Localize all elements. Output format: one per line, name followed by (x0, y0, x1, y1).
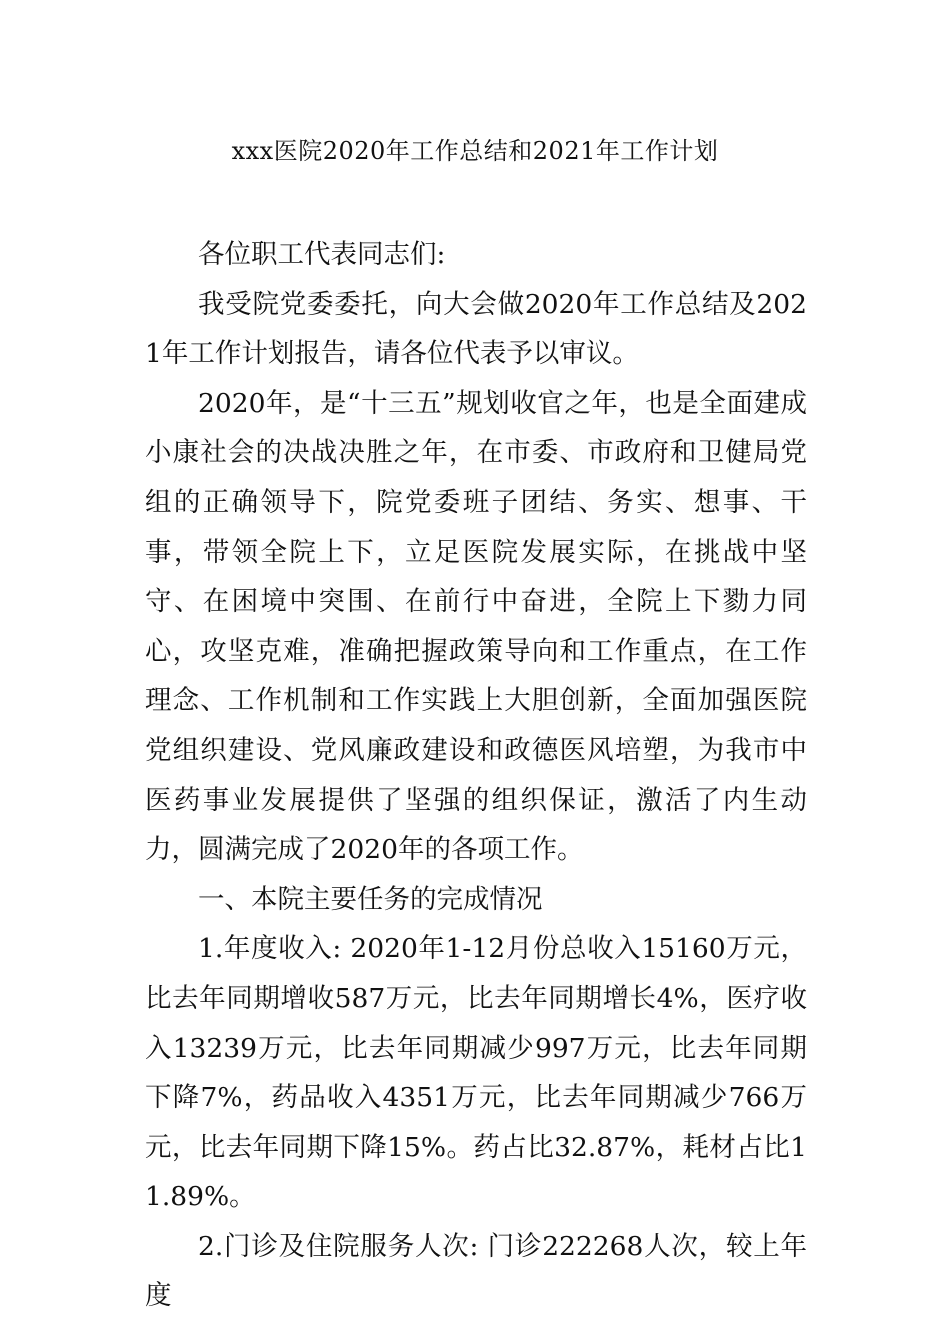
income-paragraph: 1.年度收入: 2020年1-12月份总收入15160万元，比去年同期增收587万元，比去年同期增长4%，医疗收入13239万元，比去年同期减少997万元，比去年同期下降7%，药品收入4351万元，比去年同期减少766万元，比去年同期下降15%。药占比32.87%，耗材占比11.89%。 (145, 933, 807, 1213)
section-heading: 一、本院主要任务的完成情况 (198, 883, 543, 915)
salutation-paragraph: 各位职工代表同志们: (198, 239, 446, 270)
summary-paragraph: 2020年，是“十三五”规划收官之年，也是全面建成小康社会的决战决胜之年，在市委、市政府和卫健局党组的正确领导下，院党委班子团结、务实、想事、干事，带领全院上下，立足医院发展实际，在挑战中坚守、在困境中突围、在前行中奋进，全院上下勠力同心，攻坚克难，准确把握政策导向和工作重点，在工作理念、工作机制和工作实践上大胆创新，全面加强医院党组织建设、党风廉政建设和政德医风培塑，为我市中医药事业发展提供了坚强的组织保证，激活了内生动力，圆满完成了2020年的各项工作。 (145, 387, 807, 866)
intro-paragraph: 我受院党委委托，向大会做2020年工作总结及2021年工作计划报告，请各位代表予以审议。 (145, 288, 807, 370)
document-body (145, 230, 807, 1321)
service-paragraph: 2.门诊及住院服务人次: 门诊222268人次，较上年度 (145, 1230, 807, 1312)
document-title: xxx医院2020年工作总结和2021年工作计划 (231, 137, 719, 165)
